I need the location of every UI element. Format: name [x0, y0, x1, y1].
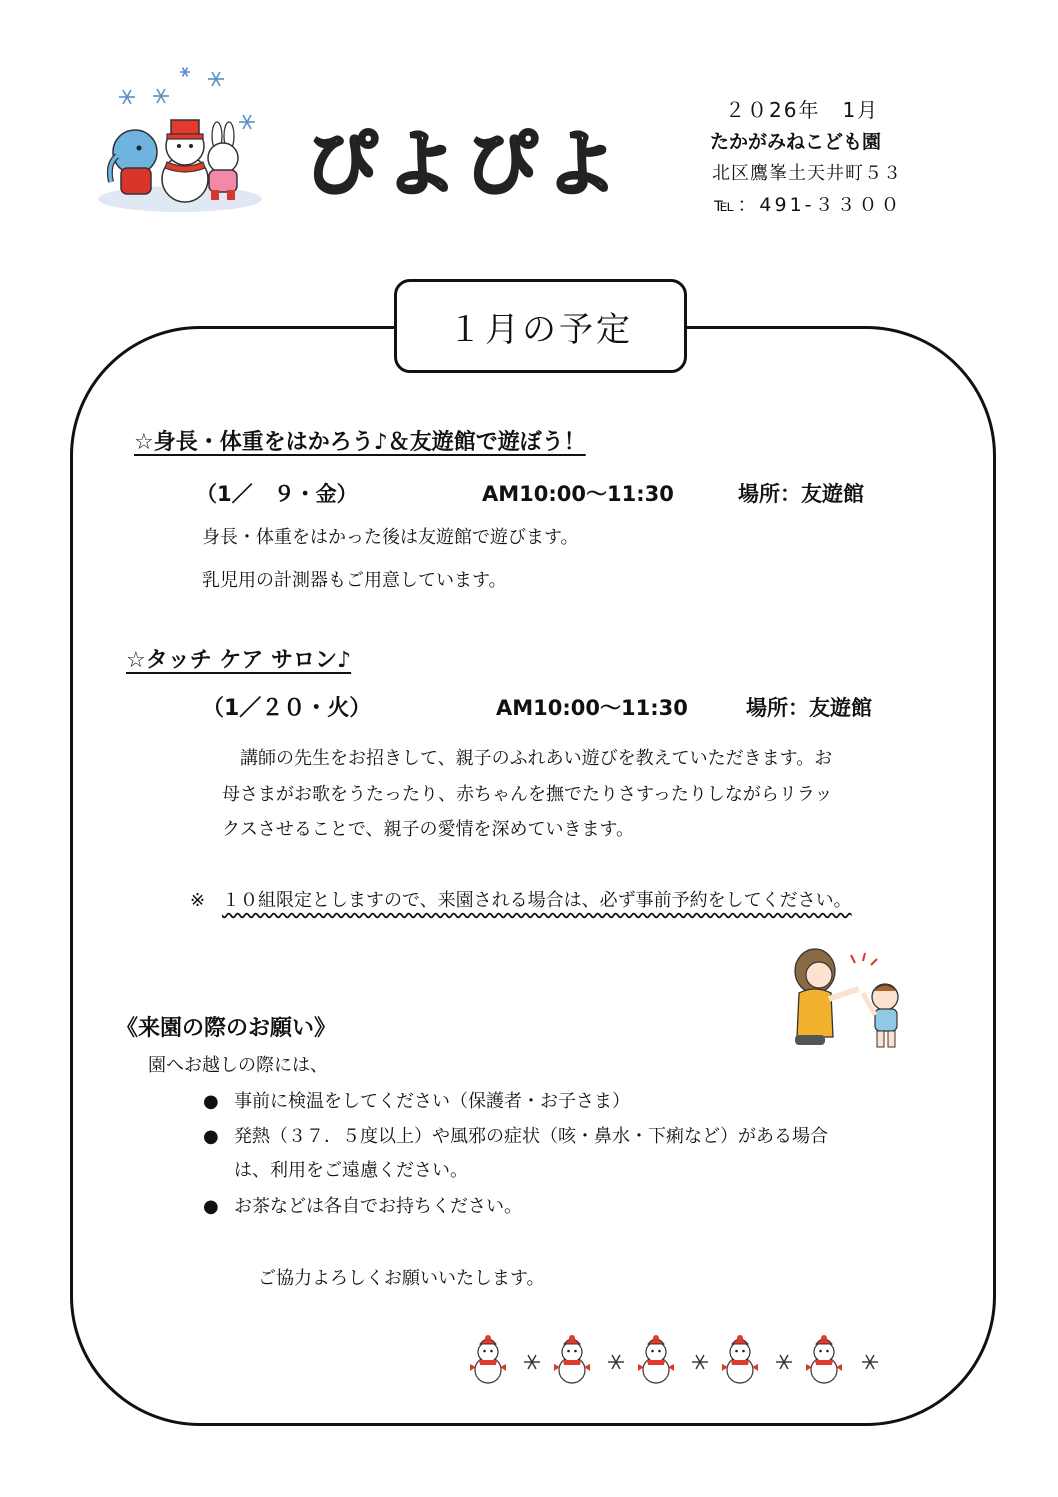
event1-place: 場所：友遊館	[738, 482, 864, 506]
event1-line: 乳児用の計測器もご用意しています。	[202, 570, 507, 591]
requests-heading: 《来園の際のお願い》	[116, 1016, 337, 1041]
bullet-icon: ●	[203, 1091, 219, 1112]
telephone: ℡：491-３３００	[714, 194, 903, 216]
snowman-animals-illustration	[95, 64, 270, 214]
event2-time: AM10:00～11:30	[496, 696, 688, 720]
event1-date: （1／ ９・金）	[196, 482, 358, 506]
reservation-note: １０組限定としますので、来園される場合は、必ず事前予約をしてください。	[222, 890, 852, 911]
request-item-continued: は、利用をご遠慮ください。	[234, 1160, 468, 1181]
schedule-tab-label: １月の予定	[394, 279, 687, 373]
issue-date: ２０26年 1月	[725, 98, 880, 122]
snowman-border-decoration	[460, 1332, 890, 1384]
mother-child-illustration	[785, 945, 915, 1055]
event2-place: 場所：友遊館	[746, 696, 872, 720]
event2-date: （1／２０・火）	[202, 696, 372, 721]
organization-name: たかがみねこども園	[710, 131, 882, 153]
note-mark: ※	[190, 890, 206, 911]
requests-intro: 園へお越しの際には、	[148, 1055, 328, 1076]
event2-line: 母さまがお歌をうたったり、赤ちゃんを撫でたりさすったりしながらリラッ	[222, 784, 833, 805]
closing-message: ご協力よろしくお願いいたします。	[258, 1268, 545, 1289]
bullet-icon: ●	[203, 1126, 219, 1147]
event1-heading: ☆身長・体重をはかろう♪＆友遊館で遊ぼう！	[134, 430, 586, 455]
event1-time: AM10:00～11:30	[482, 482, 674, 506]
address: 北区鷹峯土天井町５３	[712, 163, 902, 184]
event2-line: 講師の先生をお招きして、親子のふれあい遊びを教えていただきます。お	[222, 748, 833, 769]
request-item: お茶などは各自でお持ちください。	[234, 1196, 522, 1217]
bullet-icon: ●	[203, 1196, 219, 1217]
event1-line: 身長・体重をはかった後は友遊館で遊びます。	[202, 527, 579, 548]
event2-heading: ☆タッチ ケア サロン♪	[126, 648, 352, 673]
newsletter-title: ぴよぴよ	[305, 122, 626, 206]
request-item: 事前に検温をしてください（保護者・お子さま）	[234, 1091, 630, 1112]
request-item: 発熱（３７．５度以上）や風邪の症状（咳・鼻水・下痢など）がある場合	[234, 1126, 828, 1147]
event2-line: クスさせることで、親子の愛情を深めていきます。	[222, 819, 635, 840]
